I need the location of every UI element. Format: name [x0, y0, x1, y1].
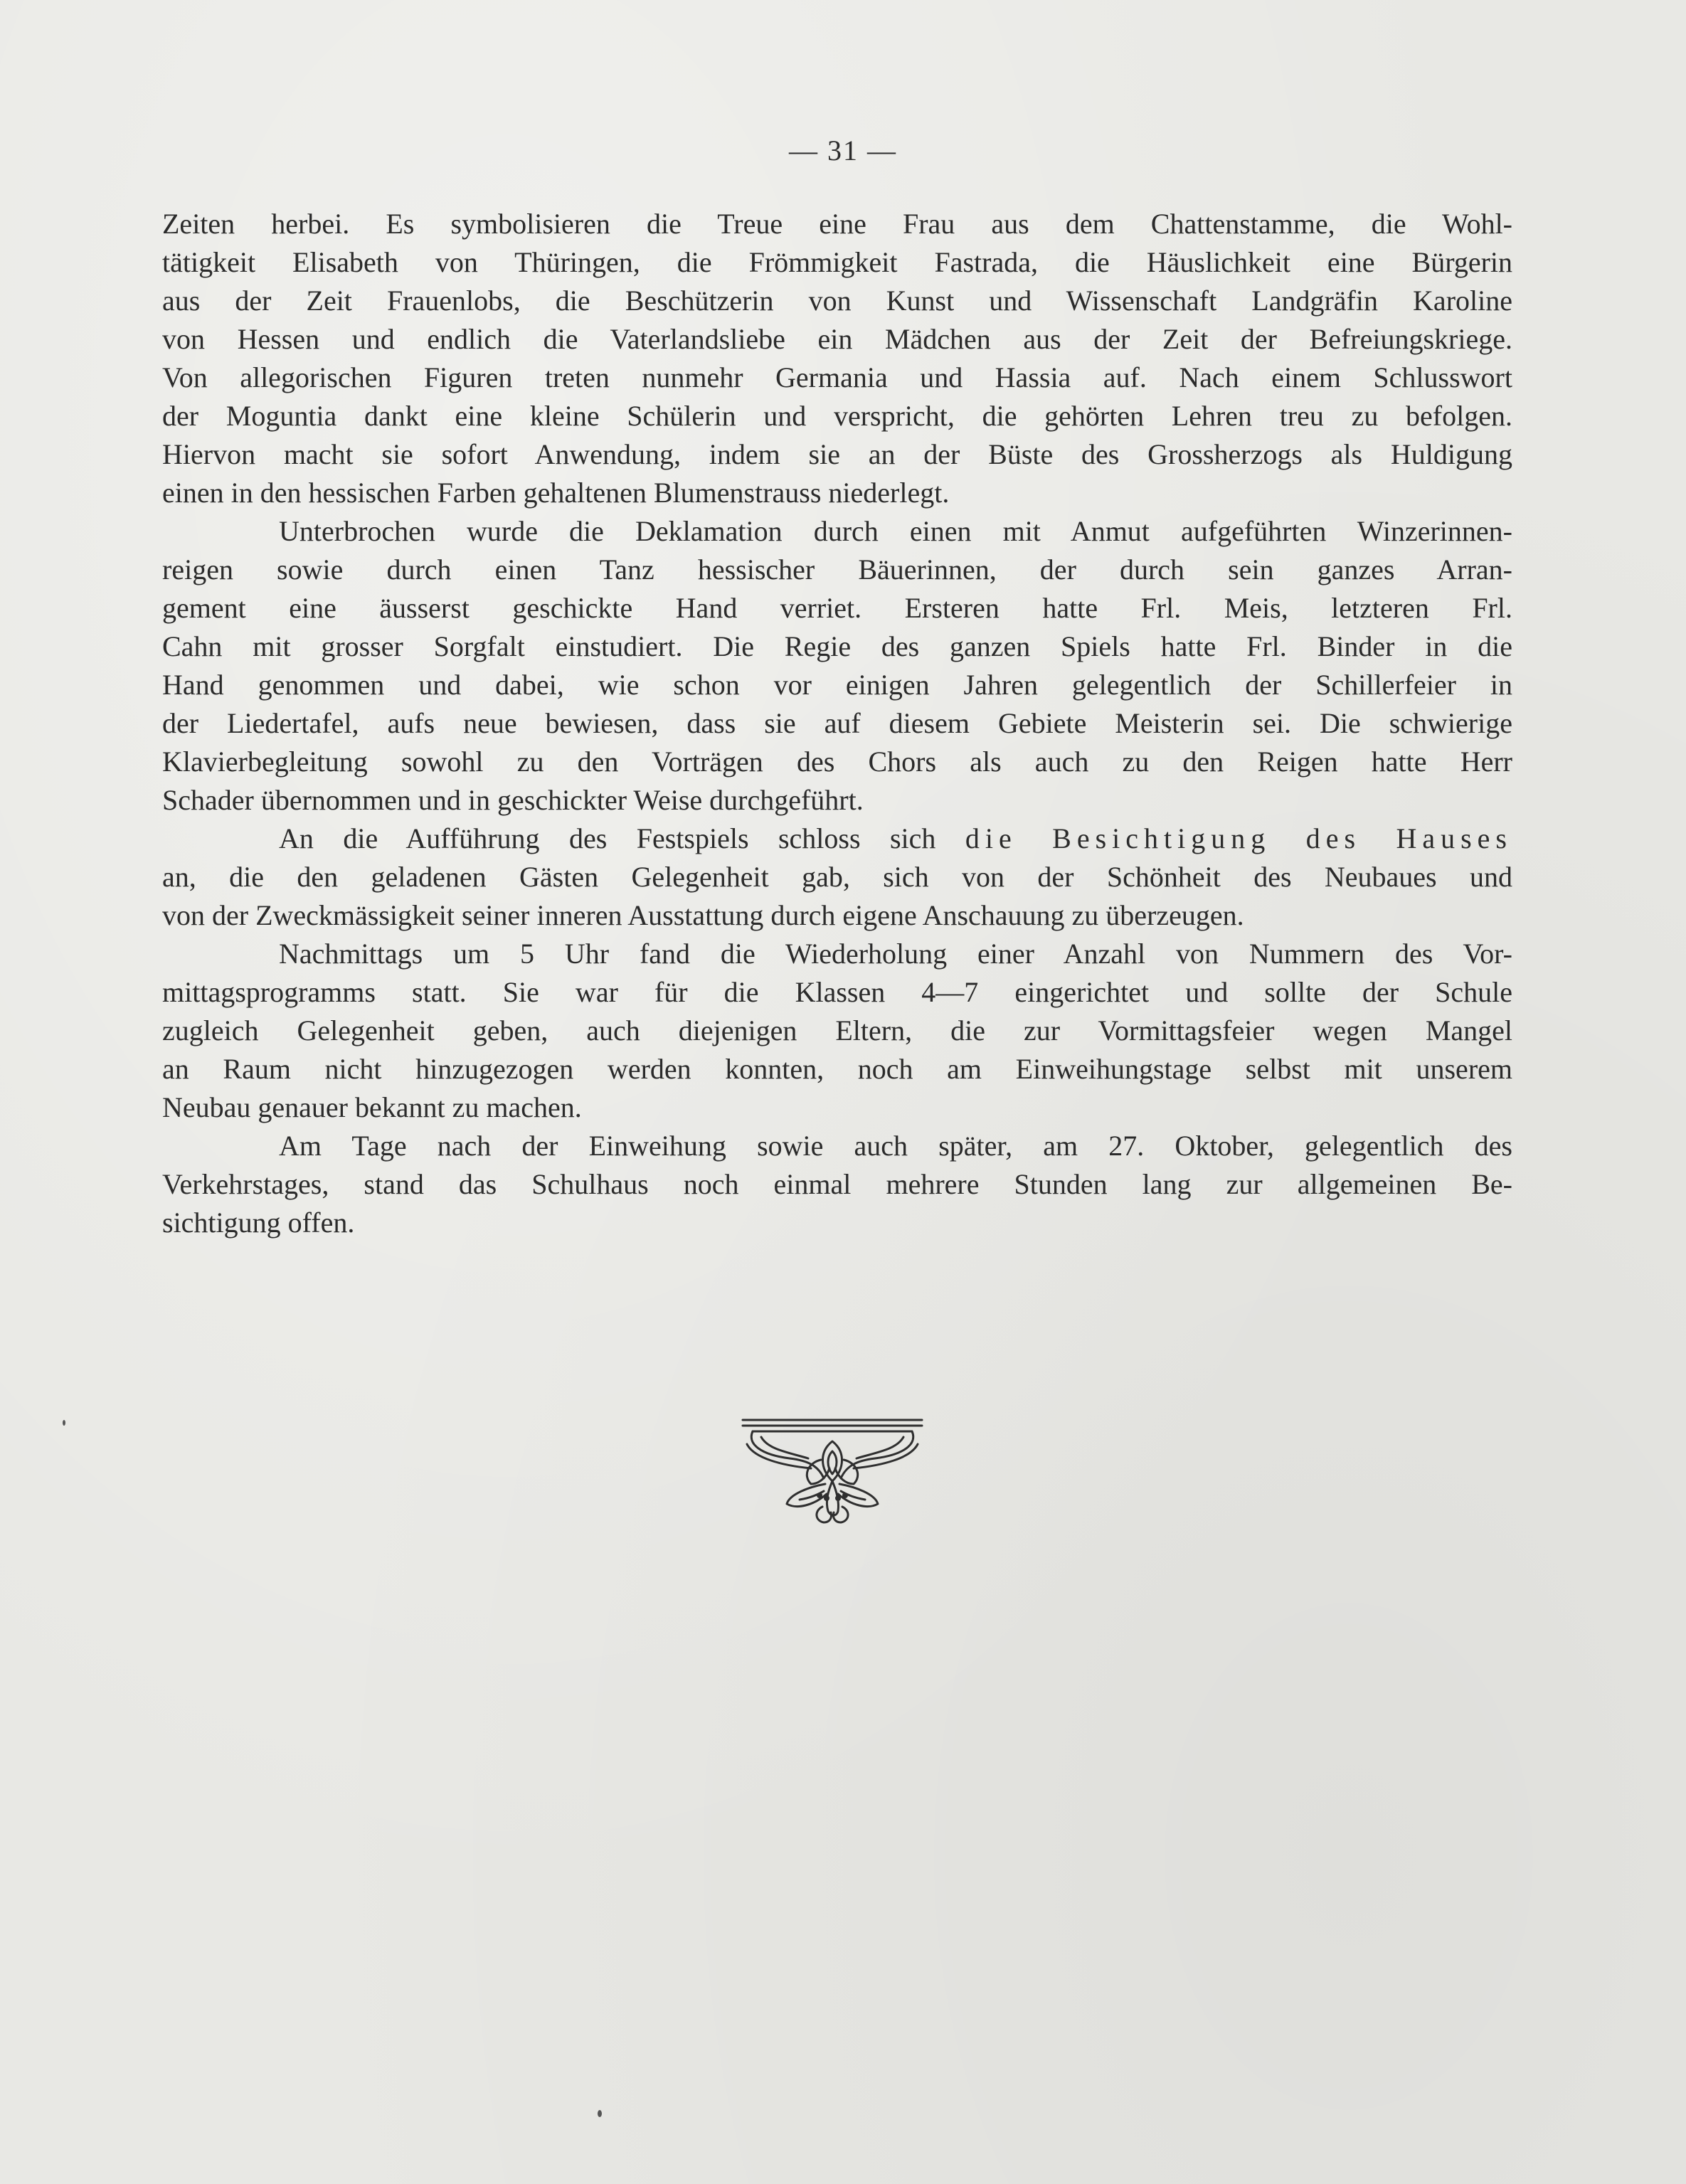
ink-speck [598, 2110, 602, 2117]
text-line: Schader übernommen und in geschickter Weise durchgeführt. [162, 784, 864, 816]
text-line: Zeiten herbei. Es symbolisieren die Treue eine Frau aus dem Chattenstamme, die Wohl- [162, 208, 1512, 240]
body-text [162, 205, 1512, 1242]
paragraph-1 [162, 205, 1512, 512]
text-line: Verkehrstages, stand das Schulhaus noch einmal mehrere Stunden lang zur allgemeinen Be- [162, 1168, 1512, 1200]
text-line: an Raum nicht hinzugezogen werden konnten, noch am Einweihungstage selbst mit unserem [162, 1053, 1512, 1085]
art-nouveau-floral-vignette-icon [740, 1416, 925, 1530]
text-line [162, 820, 1512, 858]
text-line: von Hessen und endlich die Vaterlandsliebe ein Mädchen aus der Zeit der Befreiungskriege. [162, 323, 1512, 355]
text-line: von der Zweckmässigkeit seiner inneren Ausstattung durch eigene Anschauung zu überzeugen. [162, 899, 1244, 931]
paragraph-4 [162, 935, 1512, 1127]
text-line: aus der Zeit Frauenlobs, die Beschützerin von Kunst und Wissenschaft Landgräfin Karoline [162, 285, 1512, 317]
text-line: der Liedertafel, aufs neue bewiesen, dass sie auf diesem Gebiete Meisterin sei. Die schwierige [162, 707, 1512, 739]
text-line: Cahn mit grosser Sorgfalt einstudiert. Die Regie des ganzen Spiels hatte Frl. Binder in die [162, 630, 1512, 662]
text-line: an, die den geladenen Gästen Gelegenheit gab, sich von der Schönheit des Neubaues und [162, 861, 1512, 893]
text-line: reigen sowie durch einen Tanz hessischer Bäuerinnen, der durch sein ganzes Arran- [162, 553, 1512, 585]
paragraph-3 [162, 820, 1512, 935]
page-number: — 31 — [789, 134, 897, 166]
text-line: zugleich Gelegenheit geben, auch diejenigen Eltern, die zur Vormittagsfeier wegen Mangel [162, 1014, 1512, 1046]
emphasized-text: die Besichtigung des Hauses [965, 822, 1512, 854]
text-line: Hand genommen und dabei, wie schon vor einigen Jahren gelegentlich der Schillerfeier in [162, 669, 1512, 701]
text-line: gement eine äusserst geschickte Hand verriet. Ersteren hatte Frl. Meis, letzteren Frl. [162, 592, 1512, 624]
text-line: mittagsprogramms statt. Sie war für die Klassen 4—7 eingerichtet und sollte der Schule [162, 976, 1512, 1008]
paragraph-5 [162, 1127, 1512, 1242]
text-line: Neubau genauer bekannt zu machen. [162, 1091, 582, 1123]
text-line: Am Tage nach der Einweihung sowie auch später, am 27. Oktober, gelegentlich des [279, 1130, 1512, 1162]
text-line: Klavierbegleitung sowohl zu den Vorträgen des Chors als auch zu den Reigen hatte Herr [162, 746, 1512, 778]
text-run: An die Aufführung des Festspiels schloss sich [279, 822, 965, 854]
text-line: tätigkeit Elisabeth von Thüringen, die Frömmigkeit Fastrada, die Häuslichkeit eine Bürgerin [162, 246, 1512, 278]
ink-speck [63, 1420, 65, 1426]
text-line: der Moguntia dankt eine kleine Schülerin und verspricht, die gehörten Lehren treu zu befolgen. [162, 400, 1512, 432]
text-line: sichtigung offen. [162, 1207, 355, 1239]
paragraph-2 [162, 512, 1512, 820]
text-line: Von allegorischen Figuren treten nunmehr Germania und Hassia auf. Nach einem Schlusswort [162, 361, 1512, 393]
text-line: Nachmittags um 5 Uhr fand die Wiederholung einer Anzahl von Nummern des Vor- [279, 938, 1512, 970]
text-line: einen in den hessischen Farben gehaltenen Blumenstrauss niederlegt. [162, 477, 950, 509]
text-line: Hiervon macht sie sofort Anwendung, indem sie an der Büste des Grossherzogs als Huldigung [162, 438, 1512, 470]
text-line: Unterbrochen wurde die Deklamation durch einen mit Anmut aufgeführten Winzerinnen- [279, 515, 1512, 547]
